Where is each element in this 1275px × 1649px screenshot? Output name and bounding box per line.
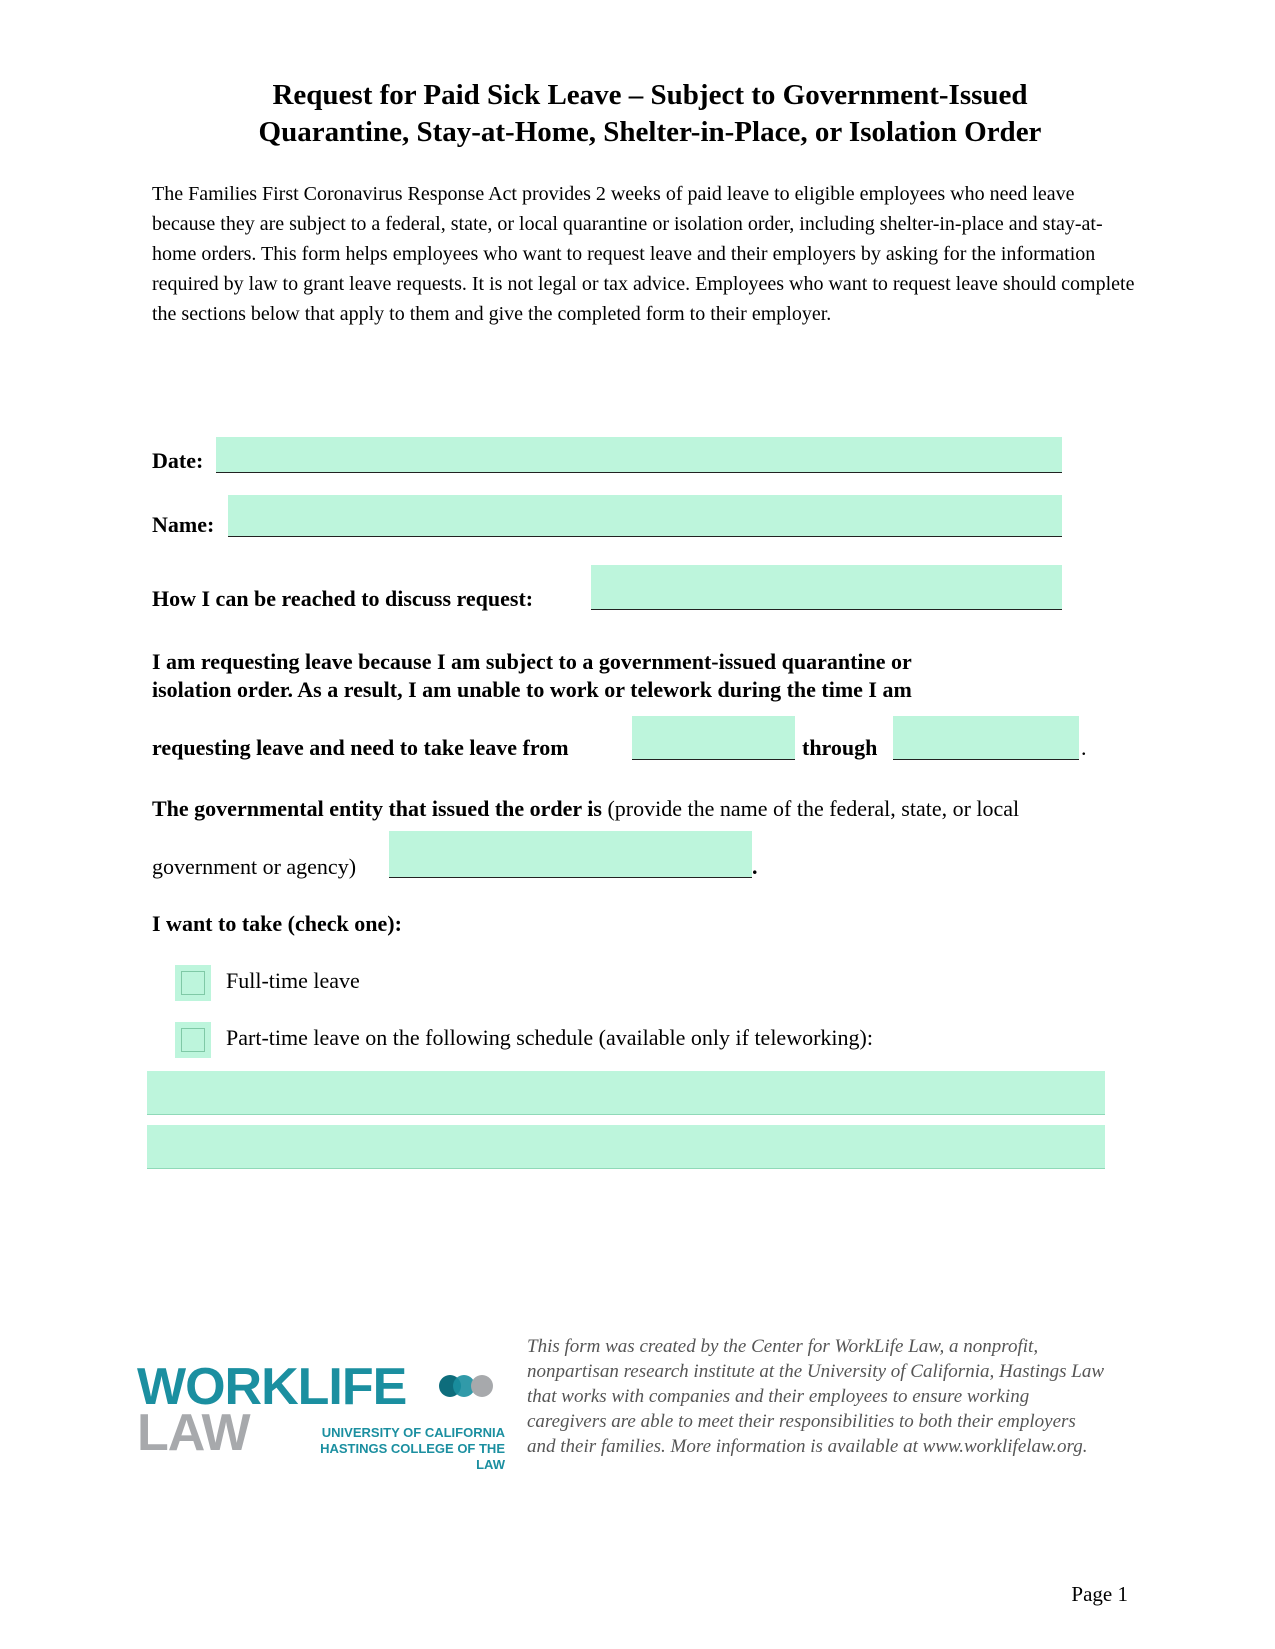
contact-field[interactable] [591,565,1062,610]
name-field[interactable] [228,495,1062,537]
full-time-checkbox[interactable] [175,965,211,1001]
logo-worklife-text: WORKLIFE [137,1358,407,1416]
entity-plain-text: (provide the name of the federal, state, or local [607,796,1020,821]
logo-sub-line-1: UNIVERSITY OF CALIFORNIA [321,1425,505,1440]
full-time-label: Full-time leave [226,968,360,993]
form-title [150,77,1150,151]
date-label: Date: [152,448,204,473]
page-number: Page 1 [1071,1582,1128,1606]
entity-bold-text: The governmental entity that issued the order is [152,796,602,821]
entity-period: . [752,854,758,879]
reason-line-2: isolation order. As a result, I am unable to work or telework during the time I am [152,677,912,702]
logo-subtitle [305,1425,505,1473]
leave-start-field[interactable] [632,716,795,760]
check-one-label: I want to take (check one): [152,911,402,936]
schedule-field-2[interactable] [147,1125,1105,1169]
logo-dots-icon [438,1373,498,1399]
worklife-law-logo [137,1358,507,1472]
entity-line-2: government or agency) [152,854,357,879]
logo-sub-line-2: HASTINGS COLLEGE OF THE LAW [320,1441,505,1472]
government-entity-field[interactable] [389,831,752,878]
part-time-checkbox[interactable] [175,1022,211,1058]
reason-line-3: requesting leave and need to take leave from [152,735,569,760]
intro-paragraph: The Families First Coronavirus Response Act provides 2 weeks of paid leave to eligible employees who need leave because they are subject to a federal, state, or local quarantine or isolation order, including shelter-in-place and stay-at-home orders. This form helps employees who want to request leave and their employers by asking for the information required by law to grant leave requests. It is not legal or tax advice. Employees who want to request leave should complete the sections below that apply to them and give the completed form to their employer. [152,183,1135,325]
reason-line-1: I am requesting leave because I am subject to a government-issued quarantine or [152,649,912,674]
leave-end-field[interactable] [893,716,1079,760]
part-time-label: Part-time leave on the following schedule (available only if teleworking): [226,1025,873,1050]
checkbox-box [181,971,205,995]
through-label: through [802,735,878,760]
contact-label: How I can be reached to discuss request: [152,586,534,611]
period-mark: . [1081,735,1087,760]
title-line-1: Request for Paid Sick Leave – Subject to Government-Issued [272,79,1028,111]
checkbox-box [181,1028,205,1052]
name-label: Name: [152,512,215,537]
footer-credit-text: This form was created by the Center for WorkLife Law, a nonprofit, nonpartisan research institute at the University of California, Hastings Law that works with companies and their employees to ensure working caregivers are able to meet their responsibilities to both their employers and their families. More information is available at www.worklifelaw.org. [527,1336,1105,1457]
entity-line-1 [152,796,1019,822]
schedule-field-1[interactable] [147,1071,1105,1115]
date-field[interactable] [216,437,1062,473]
title-line-2: Quarantine, Stay-at-Home, Shelter-in-Place, or Isolation Order [258,116,1042,148]
logo-law-text: LAW [137,1404,250,1462]
